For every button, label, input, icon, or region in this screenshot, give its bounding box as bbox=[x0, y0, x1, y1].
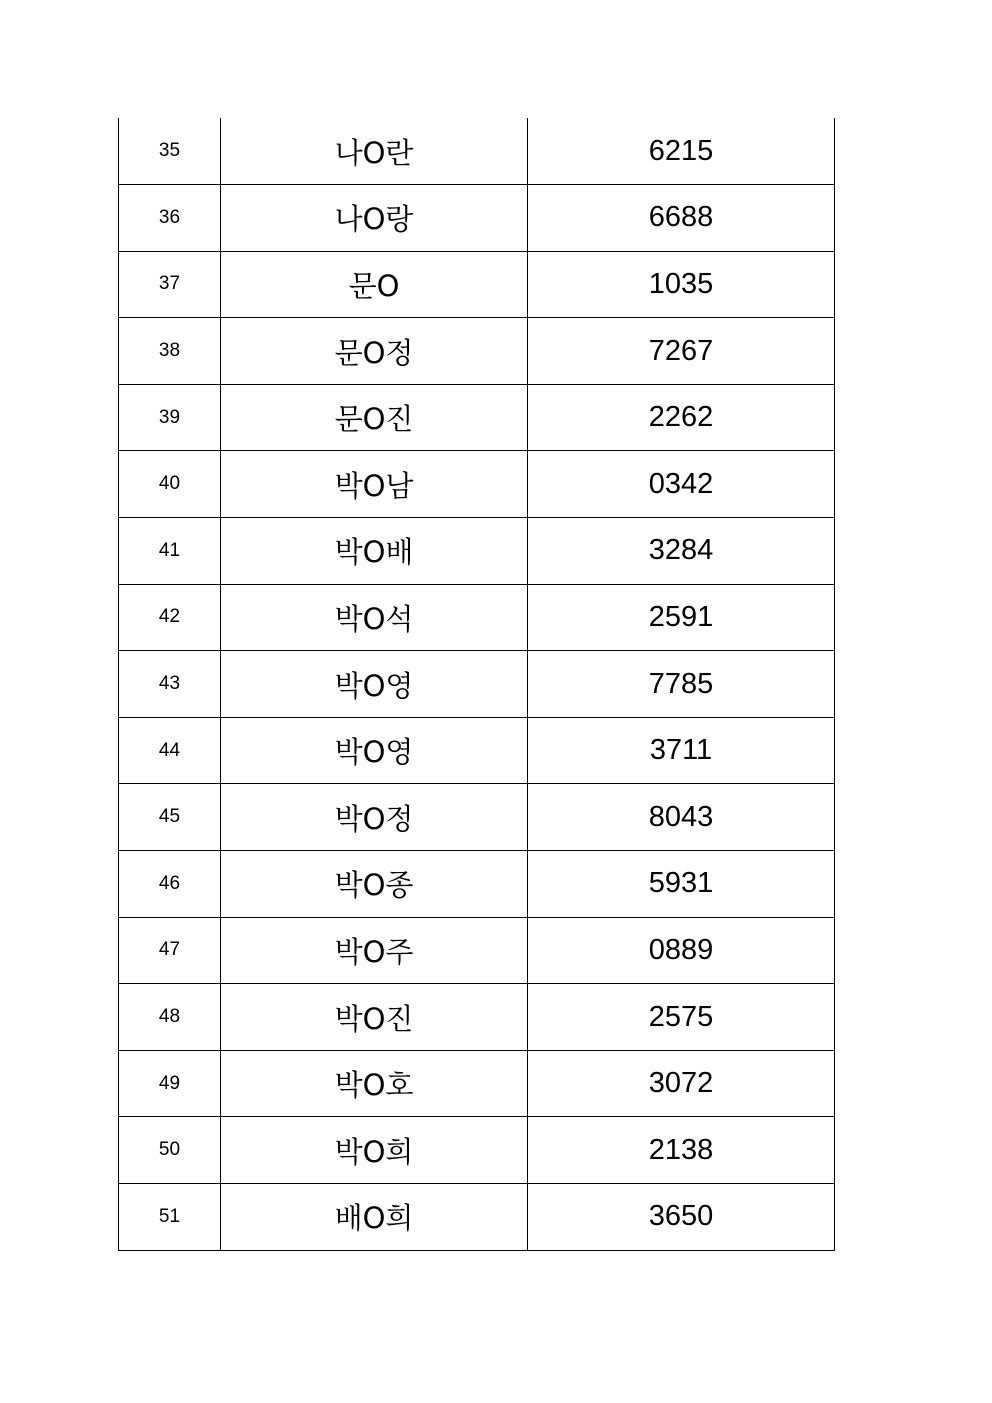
code-number: 2591 bbox=[528, 584, 835, 651]
table-row bbox=[119, 185, 835, 252]
roster-table bbox=[118, 118, 835, 1251]
row-number: 51 bbox=[119, 1184, 221, 1251]
masked-name: 문O정 bbox=[221, 318, 528, 385]
table-row bbox=[119, 518, 835, 585]
code-number: 6688 bbox=[528, 185, 835, 252]
masked-name: 박O영 bbox=[221, 651, 528, 718]
row-number: 43 bbox=[119, 651, 221, 718]
masked-name: 박O종 bbox=[221, 851, 528, 918]
code-number: 0889 bbox=[528, 917, 835, 984]
code-number: 6215 bbox=[528, 118, 835, 185]
table-row bbox=[119, 451, 835, 518]
masked-name: 문O진 bbox=[221, 384, 528, 451]
table-row bbox=[119, 1050, 835, 1117]
code-number: 1035 bbox=[528, 251, 835, 318]
masked-name: 박O주 bbox=[221, 917, 528, 984]
masked-name: 박O배 bbox=[221, 518, 528, 585]
table-row bbox=[119, 784, 835, 851]
table-row bbox=[119, 717, 835, 784]
code-number: 3711 bbox=[528, 717, 835, 784]
code-number: 7267 bbox=[528, 318, 835, 385]
code-number: 5931 bbox=[528, 851, 835, 918]
masked-name: 배O희 bbox=[221, 1184, 528, 1251]
table-row bbox=[119, 851, 835, 918]
table-row bbox=[119, 251, 835, 318]
masked-name: 박O희 bbox=[221, 1117, 528, 1184]
code-number: 2262 bbox=[528, 384, 835, 451]
table-row bbox=[119, 118, 835, 185]
row-number: 45 bbox=[119, 784, 221, 851]
row-number: 42 bbox=[119, 584, 221, 651]
row-number: 37 bbox=[119, 251, 221, 318]
code-number: 3650 bbox=[528, 1184, 835, 1251]
roster-table-body bbox=[119, 118, 835, 1250]
row-number: 38 bbox=[119, 318, 221, 385]
masked-name: 박O남 bbox=[221, 451, 528, 518]
table-row bbox=[119, 1184, 835, 1251]
code-number: 7785 bbox=[528, 651, 835, 718]
table-row bbox=[119, 651, 835, 718]
table-row bbox=[119, 1117, 835, 1184]
row-number: 41 bbox=[119, 518, 221, 585]
row-number: 39 bbox=[119, 384, 221, 451]
table-row bbox=[119, 917, 835, 984]
code-number: 2575 bbox=[528, 984, 835, 1051]
masked-name: 박O석 bbox=[221, 584, 528, 651]
code-number: 0342 bbox=[528, 451, 835, 518]
row-number: 36 bbox=[119, 185, 221, 252]
row-number: 44 bbox=[119, 717, 221, 784]
masked-name: 나O란 bbox=[221, 118, 528, 185]
row-number: 46 bbox=[119, 851, 221, 918]
code-number: 3072 bbox=[528, 1050, 835, 1117]
row-number: 35 bbox=[119, 118, 221, 185]
code-number: 3284 bbox=[528, 518, 835, 585]
table-row bbox=[119, 318, 835, 385]
code-number: 8043 bbox=[528, 784, 835, 851]
row-number: 40 bbox=[119, 451, 221, 518]
row-number: 50 bbox=[119, 1117, 221, 1184]
row-number: 47 bbox=[119, 917, 221, 984]
masked-name: 박O정 bbox=[221, 784, 528, 851]
masked-name: 박O진 bbox=[221, 984, 528, 1051]
masked-name: 박O호 bbox=[221, 1050, 528, 1117]
masked-name: 나O랑 bbox=[221, 185, 528, 252]
code-number: 2138 bbox=[528, 1117, 835, 1184]
masked-name: 문O bbox=[221, 251, 528, 318]
table-row bbox=[119, 584, 835, 651]
row-number: 48 bbox=[119, 984, 221, 1051]
row-number: 49 bbox=[119, 1050, 221, 1117]
table-row bbox=[119, 384, 835, 451]
table-row bbox=[119, 984, 835, 1051]
masked-name: 박O영 bbox=[221, 717, 528, 784]
